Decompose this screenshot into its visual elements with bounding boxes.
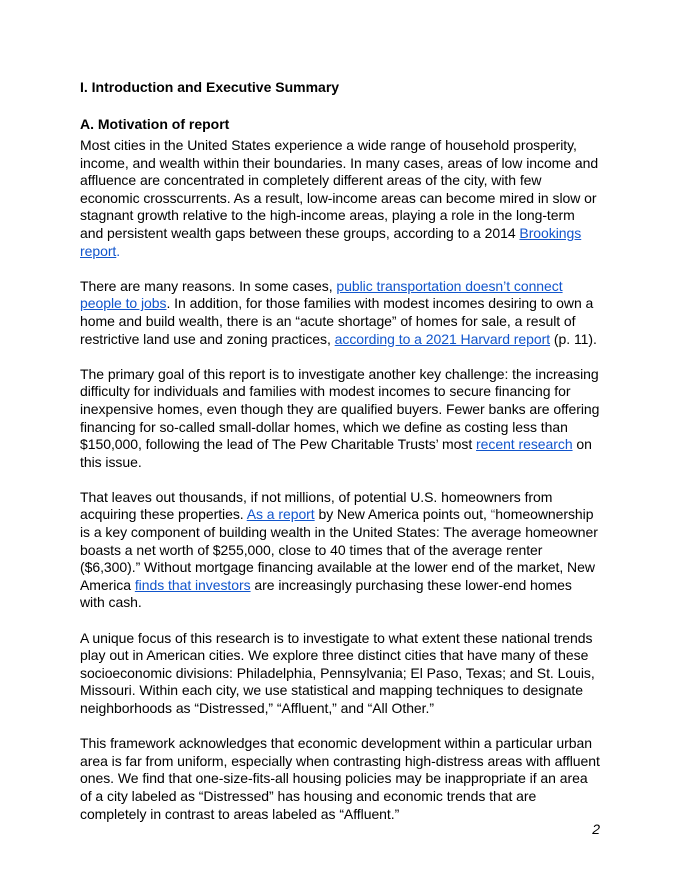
harvard-report-link[interactable]: according to a 2021 Harvard report: [334, 330, 551, 347]
paragraph-6: This framework acknowledges that economic development within a particular urban area is far from uniform, especially when contrasting high-distress areas with affluent ones. We find that one-size-fits-all housing policies may be inappropriate if an area of a city labeled as “Distressed” has housing and economic trends that are completely in contrast to areas labeled as “Affluent.”: [80, 735, 600, 822]
paragraph-4-text-2: by New America points out,: [314, 506, 491, 523]
paragraph-2-text-2: . In addition, for those families with modest incomes desiring to own a home and build wealth, there is an “acute shortage” of homes for sale, a result of restrictive land use and zoning practices,: [80, 295, 594, 347]
opening-quote-mark: “: [490, 506, 496, 523]
paragraph-4: [80, 489, 600, 612]
document-page: [80, 78, 600, 841]
paragraph-3: [80, 366, 600, 472]
paragraph-4-text-4: are increasingly purchasing these lower-end homes with cash.: [80, 576, 572, 611]
section-title: I. Introduction and Executive Summary: [80, 79, 340, 95]
paragraph-1-text: Most cities in the United States experience a wide range of household prosperity, income, and wealth within their boundaries. In many cases, areas of low income and affluence are concentrated in completely different areas of the city, with few economic crosscurrents. As a result, low-income areas can become mired in slow or stagnant growth relative to the high-income areas, playing a role in the long-term and persistent wealth gaps between these groups, according to a 2014: [80, 137, 599, 241]
paragraph-4-text-1: That leaves out thousands, if not millions, of potential U.S. homeowners from acquiring these properties.: [80, 488, 553, 523]
page-number: 2: [592, 821, 600, 837]
paragraph-5: A unique focus of this research is to investigate to what extent these national trends play out in American cities. We explore three distinct cities that have many of these socioeconomic divisions: Philadelphia, Pennsylvania; El Paso, Texas; and St. Louis, Missouri. Within each city, we use statistical and mapping techniques to designate neighborhoods as “Distressed,” “Affluent,” and “All Other.”: [80, 629, 595, 716]
brookings-report-link[interactable]: Brookings report: [80, 224, 582, 259]
paragraph-3-text-2: on this issue.: [80, 436, 592, 470]
subsection-title: A. Motivation of report: [80, 116, 230, 132]
public-transportation-link[interactable]: public transportation doesn’t connect people to jobs: [80, 277, 563, 312]
finds-that-investors-link[interactable]: finds that investors: [134, 576, 251, 593]
paragraph-1: [80, 137, 600, 260]
paragraph-2-text-1: There are many reasons. In some cases,: [80, 277, 337, 294]
paragraph-4-text-3: homeownership is a key component of building wealth in the United States: The average homeowner boasts a net worth of $255,000, close to 40 times that of the average renter ($6,300).” Without mortgage financing available at the lower end of the market, New America: [80, 506, 598, 593]
paragraph-1-end: .: [116, 242, 121, 259]
paragraph-3-text-1: The primary goal of this report is to investigate another key challenge: the increasing difficulty for individuals and families with modest incomes to secure financing for inexpensive homes, even though they are qualified buyers. Fewer banks are offering financing for so-called small-dollar homes, which we define as costing less than $150,000, following the lead of The Pew Charitable Trusts’ most: [80, 365, 600, 453]
paragraph-2: [80, 278, 600, 348]
paragraph-2-text-3: (p. 11).: [550, 330, 597, 347]
recent-research-link[interactable]: recent research: [476, 436, 573, 453]
as-a-report-link[interactable]: As a report: [246, 506, 315, 523]
